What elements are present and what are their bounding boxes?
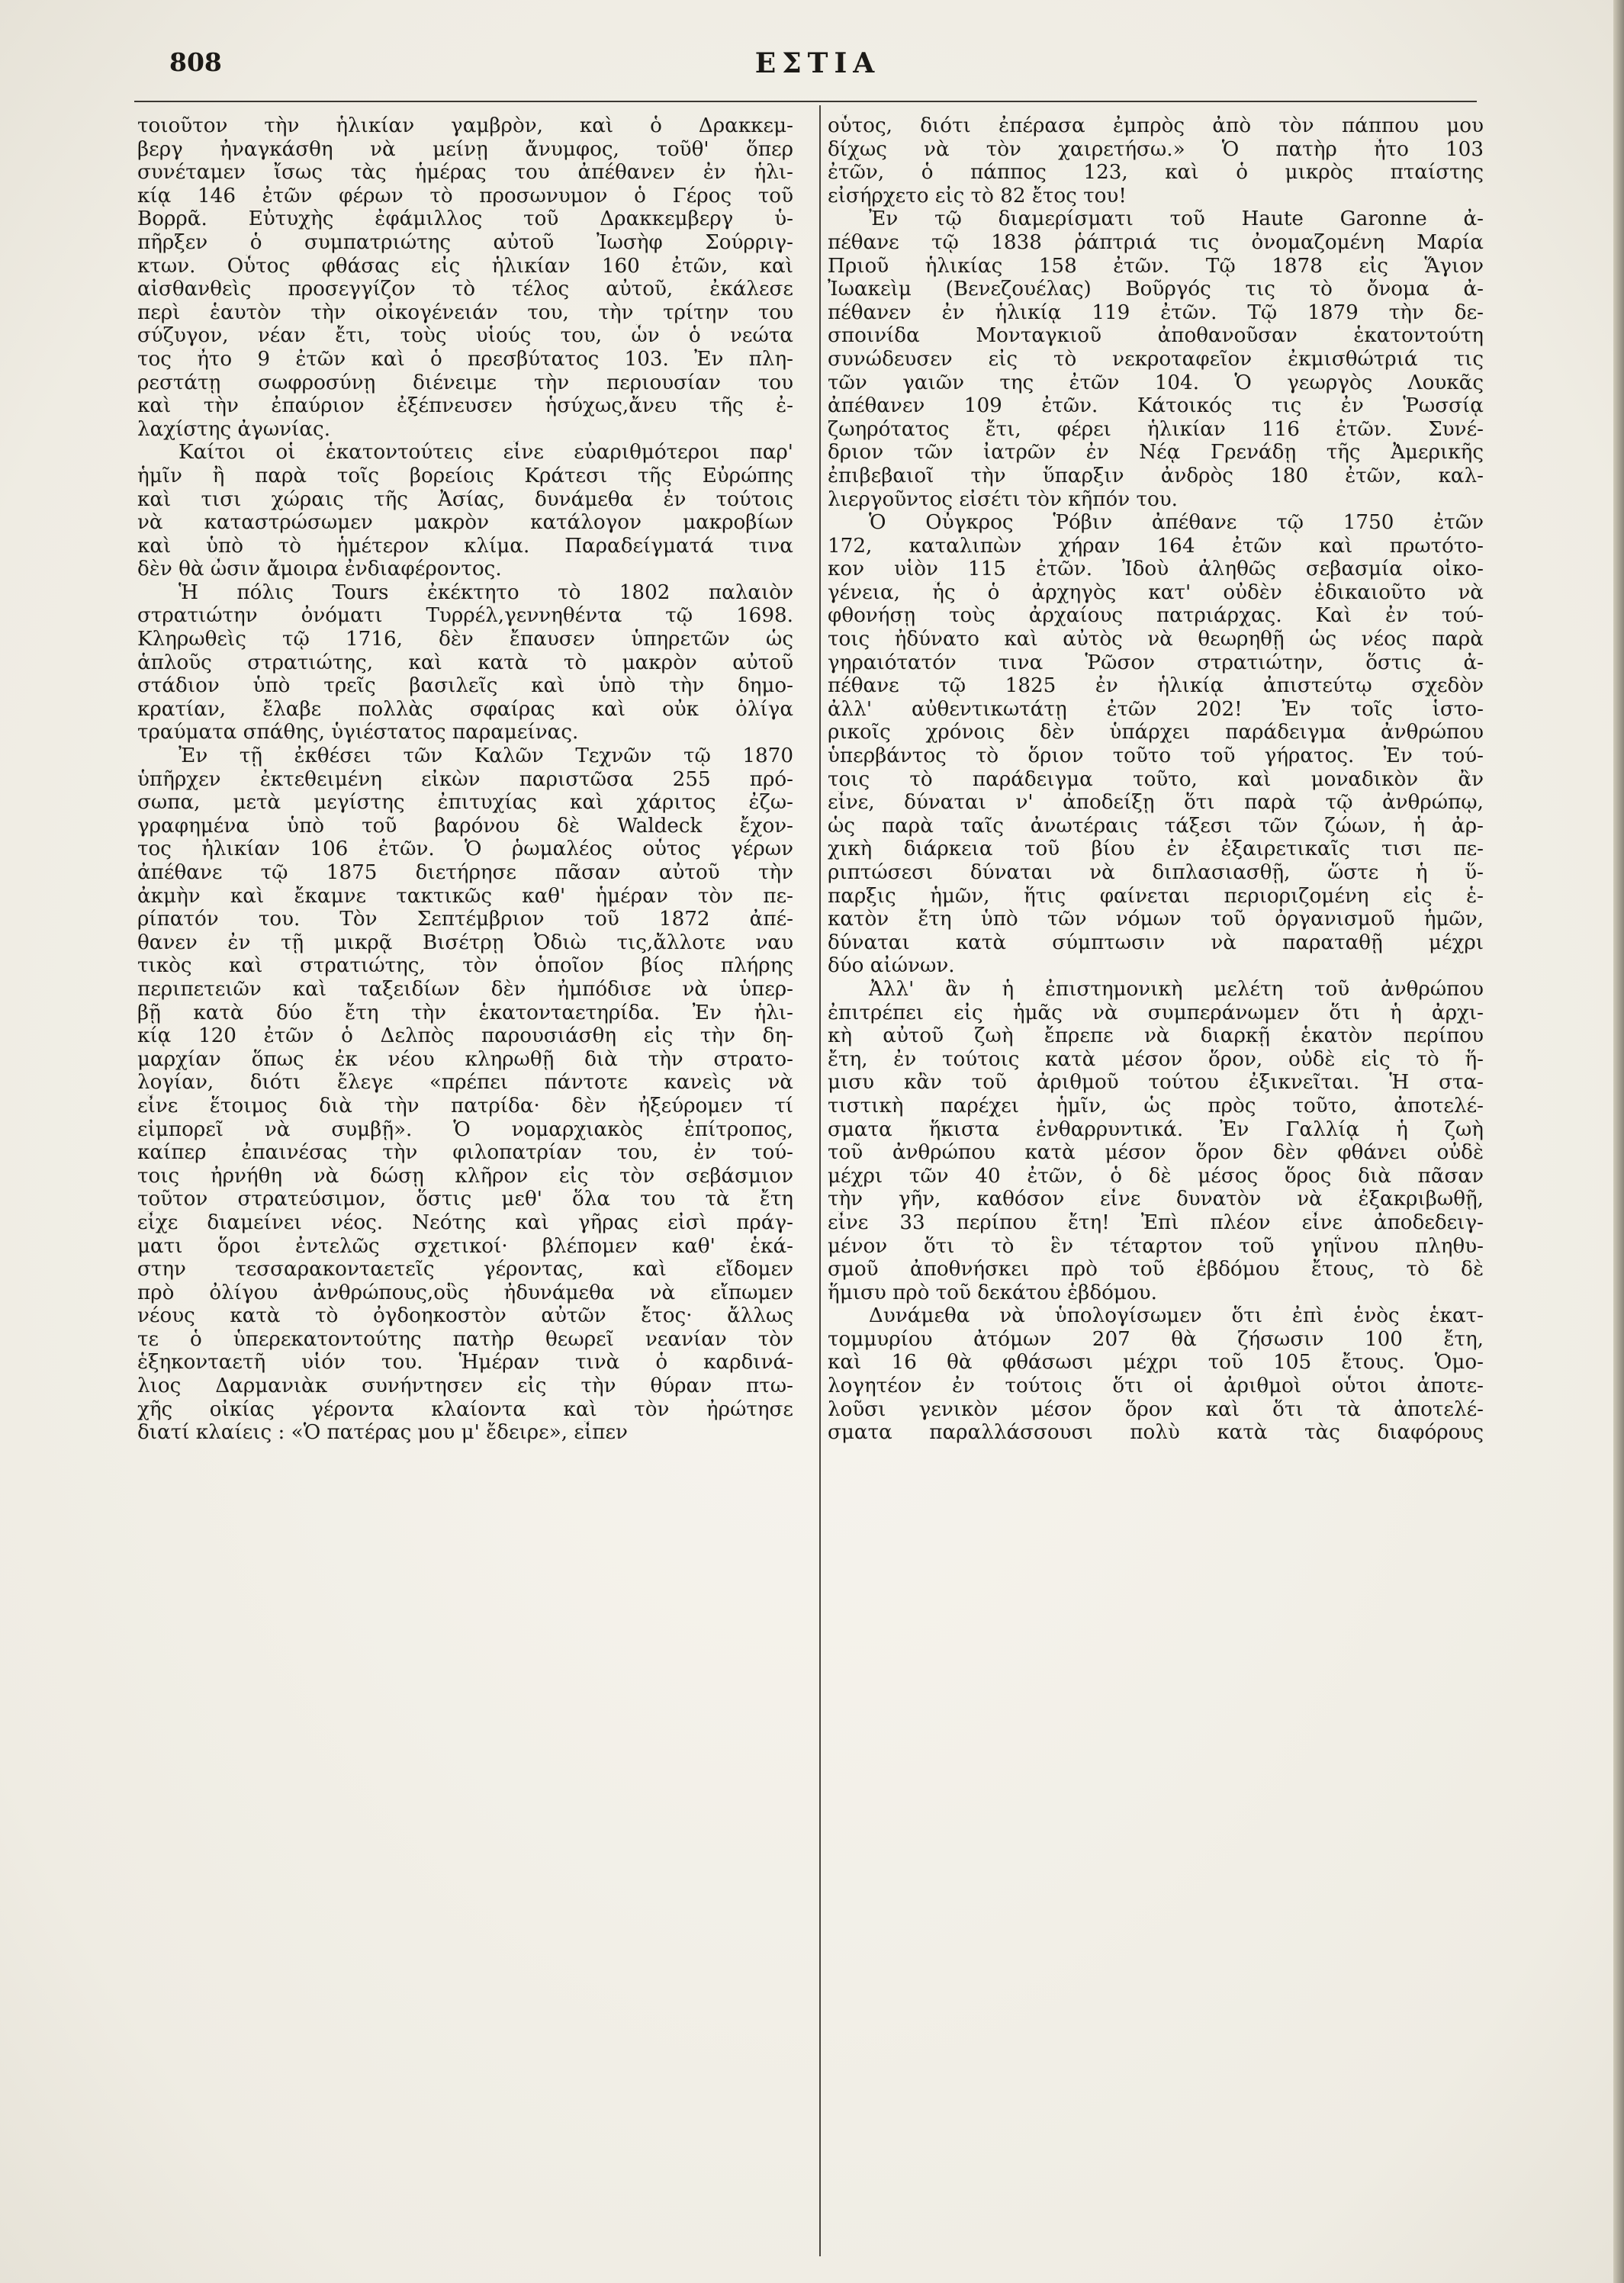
text-line: παρξις ἡμῶν, ἥτις φαίνεται περιοριζομένη εἰς ἑ- <box>828 884 1484 908</box>
text-line: μέχρι τῶν 40 ἐτῶν, ὁ δὲ μέσος ὅρος διὰ πᾶσαν <box>828 1164 1484 1188</box>
text-line: κίᾳ 120 ἐτῶν ὁ Δελπὸς παρουσιάσθη εἰς τὴν δη- <box>137 1024 793 1048</box>
text-line: ἁπλοῦς στρατιώτης, καὶ κατὰ τὸ μακρὸν αὐτοῦ <box>137 651 793 674</box>
text-line: θανεν ἐν τῇ μικρᾷ Βισέτρῃ Ὀδιὼ τις,ἄλλοτε ναυ <box>137 931 793 954</box>
text-line: τὴν γῆν, καθόσον εἶνε δυνατὸν νὰ ἐξακριβωθῇ, <box>828 1188 1484 1211</box>
text-line: δριον τῶν ἰατρῶν ἐν Νέᾳ Γρενάδῃ τῆς Ἀμερικῆς <box>828 441 1484 465</box>
text-line: ἐπιβεβαιοῖ τὴν ὕπαρξιν ἀνδρὸς 180 ἐτῶν, καλ- <box>828 464 1484 487</box>
text-line: χῆς οἰκίας γέροντα κλαίοντα καὶ τὸν ἠρώτησε <box>137 1397 793 1421</box>
text-line: κρατίαν, ἔλαβε πολλὰς σφαίρας καὶ οὐκ ὀλίγα <box>137 697 793 721</box>
text-line: ὑπῆρχεν ἐκτεθειμένη εἰκὼν παριστῶσα 255 πρό- <box>137 767 793 791</box>
text-line: Ἡ πόλις Tours ἐκέκτητο τὸ 1802 παλαιὸν <box>178 580 793 604</box>
text-line: τος ἡλικίαν 106 ἐτῶν. Ὁ ῥωμαλέος οὗτος γέρων <box>137 838 793 861</box>
text-line: οὗτος, διότι ἐπέρασα ἐμπρὸς ἀπὸ τὸν πάππου μου <box>828 114 1484 137</box>
text-line: καὶ ὑπὸ τὸ ἡμέτερον κλίμα. Παραδείγματά τινα <box>137 534 793 558</box>
header-rule <box>134 101 1477 102</box>
text-line: πέθανεν ἐν ἡλικίᾳ 119 ἐτῶν. Τῷ 1879 τὴν δε- <box>828 301 1484 324</box>
text-line: 172, καταλιπὼν χήραν 164 ἐτῶν καὶ πρωτότο- <box>828 534 1484 558</box>
right-column <box>828 114 1484 2265</box>
text-line: τοις ἠδύνατο καὶ αὐτὸς νὰ θεωρηθῇ ὡς νέος παρὰ <box>828 628 1484 651</box>
text-line: κον υἱὸν 115 ἐτῶν. Ἰδοὺ ἀληθῶς σεβασμία οἰκο- <box>828 558 1484 581</box>
text-line: γένεια, ἧς ὁ ἀρχηγὸς κατ' οὐδὲν ἐδικαιοῦτο νὰ <box>828 580 1484 604</box>
text-line: δίχως νὰ τὸν χαιρετήσω.» Ὁ πατὴρ ἦτο 103 <box>828 137 1484 161</box>
text-line: ἀλλ' αὐθεντικωτάτῃ ἐτῶν 202! Ἐν τοῖς ἱστο- <box>828 697 1484 721</box>
text-line: τομμυρίου ἀτόμων 207 θὰ ζήσωσιν 100 ἔτη, <box>828 1327 1484 1351</box>
text-line: ἐπιτρέπει εἰς ἡμᾶς νὰ συμπεράνωμεν ὅτι ἡ ἀρχι- <box>828 1001 1484 1024</box>
text-line: ἥμισυ πρὸ τοῦ δεκάτου ἑβδόμου. <box>828 1281 1157 1304</box>
text-line: δύναται κατὰ σύμπτωσιν νὰ παραταθῇ μέχρι <box>828 931 1484 954</box>
text-line: σποινίδα Μονταγκιοῦ ἀποθανοῦσαν ἑκατοντούτη <box>828 324 1484 348</box>
text-line: τε ὁ ὑπερεκατοντούτης πατὴρ θεωρεῖ νεανίαν τὸν <box>137 1327 793 1351</box>
text-line: ὡς παρὰ ταῖς ἀνωτέραις τάξεσι τῶν ζώων, ἡ ἀρ- <box>828 814 1484 838</box>
text-line: Ἰωακεὶμ (Βενεζουέλας) Βοῦργός τις τὸ ὄνομα ἀ- <box>828 278 1484 301</box>
text-line: νέους κατὰ τὸ ὀγδοηκοστὸν αὐτῶν ἔτος· ἄλλως <box>137 1304 793 1328</box>
text-line: ἑξηκονταετῆ υἱόν του. Ἡμέραν τινὰ ὁ καρδινά- <box>137 1351 793 1375</box>
text-line: κτων. Οὗτος φθάσας εἰς ἡλικίαν 160 ἐτῶν, καὶ <box>137 254 793 278</box>
text-line: εἰσήρχετο εἰς τὸ 82 ἔτος του! <box>828 184 1127 207</box>
text-line: ὑπερβάντος τὸ ὅριον τοῦτο τοῦ γήρατος. Ἐν τού- <box>828 744 1484 768</box>
text-line: εἶχε διαμείνει νέος. Νεότης καὶ γῆρας εἰσὶ πράγ- <box>137 1211 793 1234</box>
text-line: ριπτώσεσι δύναται νὰ διπλασιασθῇ, ὥστε ἡ ὕ- <box>828 861 1484 884</box>
text-line: κίᾳ 146 ἐτῶν φέρων τὸ προσωνυμον ὁ Γέρος τοῦ <box>137 184 793 207</box>
text-line: συνέταμεν ἴσως τὰς ἡμέρας του ἀπέθανεν ἐν ἡλι- <box>137 161 793 185</box>
text-line: τῶν γαιῶν της ἐτῶν 104. Ὁ γεωργὸς Λουκᾶς <box>828 371 1484 394</box>
text-line: Καίτοι οἱ ἑκατοντούτεις εἶνε εὐαριθμότεροι παρ' <box>178 441 793 465</box>
text-line: τικὸς καὶ στρατιώτης, τὸν ὁποῖον βίος πλήρης <box>137 954 793 978</box>
text-line: σύζυγον, νέαν ἔτι, τοὺς υἱούς του, ὧν ὁ νεώτα <box>137 324 793 348</box>
text-line: αἰσθανθεὶς προσεγγίζον τὸ τέλος αὐτοῦ, ἐκάλεσε <box>137 278 793 301</box>
text-line: ρικοῖς χρόνοις δὲν ὑπάρχει παράδειγμα ἀνθρώπου <box>828 721 1484 744</box>
text-line: πῆρξεν ὁ συμπατριώτης αὐτοῦ Ἰωσὴφ Σούρριγ- <box>137 230 793 254</box>
text-line: ρεστάτῃ σωφροσύνῃ διένειμε τὴν περιουσίαν του <box>137 371 793 394</box>
text-line: λογίαν, διότι ἔλεγε «πρέπει πάντοτε κανεὶς νὰ <box>137 1071 793 1095</box>
text-line: μαρχίαν ὅπως ἐκ νέου κληρωθῇ διὰ τὴν στρατο- <box>137 1047 793 1071</box>
page-header <box>169 47 1466 85</box>
text-line: τοις τὸ παράδειγμα τοῦτο, καὶ μοναδικὸν ἂν <box>828 767 1484 791</box>
page-number: 808 <box>169 47 222 77</box>
text-line: ἀπέθανεν 109 ἐτῶν. Κάτοικός τις ἐν Ῥωσσίᾳ <box>828 394 1484 418</box>
text-line: τοῦτον στρατεύσιμον, ὅστις μεθ' ὅλα του τὰ ἔτη <box>137 1188 793 1211</box>
text-line: δὲν θὰ ὦσιν ἄμοιρα ἐνδιαφέροντος. <box>137 558 502 581</box>
text-line: Ὁ Οὖγκρος Ῥόβιν ἀπέθανε τῷ 1750 ἐτῶν <box>869 511 1484 535</box>
text-line: μένον ὅτι τὸ ἓν τέταρτον τοῦ γηΐνου πληθυ- <box>828 1234 1484 1258</box>
text-line: γραφημένα ὑπὸ τοῦ βαρόνου δὲ Waldeck ἔχον- <box>137 814 793 838</box>
text-line: πρὸ ὀλίγου ἀνθρώπους,οὓς ἠδυνάμεθα νὰ εἴπωμεν <box>137 1281 793 1304</box>
text-line: λιος Δαρμανιὰκ συνήντησεν εἰς τὴν θύραν πτω- <box>137 1375 793 1398</box>
left-column <box>137 114 793 2265</box>
text-line: καίπερ ἐπαινέσας τὴν φιλοπατρίαν του, ἐν τού- <box>137 1141 793 1165</box>
text-line: σματα ἥκιστα ἐνθαρρυντικά. Ἐν Γαλλίᾳ ἡ ζωὴ <box>828 1117 1484 1141</box>
text-line: εἰμπορεῖ νὰ συμβῇ». Ὁ νομαρχιακὸς ἐπίτροπος, <box>137 1117 793 1141</box>
text-line: κὴ αὐτοῦ ζωὴ ἔπρεπε νὰ διαρκῇ ἑκατὸν περίπου <box>828 1024 1484 1048</box>
text-line: ματι ὅροι ἐντελῶς σχετικοί· βλέπομεν καθ' ἑκά- <box>137 1234 793 1258</box>
text-line: Δυνάμεθα νὰ ὑπολογίσωμεν ὅτι ἐπὶ ἑνὸς ἑκατ- <box>869 1304 1484 1328</box>
text-line: ζωηρότατος ἔτι, φέρει ἡλικίαν 116 ἐτῶν. Συνέ- <box>828 417 1484 441</box>
text-line: ἐτῶν, ὁ πάππος 123, καὶ ὁ μικρὸς πταίστης <box>828 161 1484 185</box>
text-line: ἔτη, ἐν τούτοις κατὰ μέσον ὅρον, οὐδὲ εἰς τὸ ἥ- <box>828 1047 1484 1071</box>
text-line: νὰ καταστρώσωμεν μακρὸν κατάλογον μακροβίων <box>137 511 793 535</box>
text-line: περιπετειῶν καὶ ταξειδίων δὲν ἠμπόδισε νὰ ὑπερ- <box>137 977 793 1001</box>
running-title: ΕΣΤΙΑ <box>754 47 881 79</box>
text-line: φθονήσῃ τοὺς ἀρχαίους πατριάρχας. Καὶ ἐν τού- <box>828 604 1484 628</box>
text-line: στάδιον ὑπὸ τρεῖς βασιλεῖς καὶ ὑπὸ τὴν δημο- <box>137 674 793 698</box>
text-line: καὶ τὴν ἐπαύριον ἐξέπνευσεν ἡσύχως,ἄνευ τῆς ἐ- <box>137 394 793 418</box>
text-line: γηραιότατόν τινα Ῥῶσον στρατιώτην, ὅστις ἀ- <box>828 651 1484 674</box>
text-line: ἡμῖν ἢ παρὰ τοῖς βορείοις Κράτεσι τῆς Εὐρώπης <box>137 464 793 487</box>
text-line: λαχίστης ἀγωνίας. <box>137 417 331 441</box>
text-line: Πριοῦ ἡλικίας 158 ἐτῶν. Τῷ 1878 εἰς Ἅγιον <box>828 254 1484 278</box>
text-line: εἶνε, δύναται ν' ἀποδείξῃ ὅτι παρὰ τῷ ἀνθρώπῳ, <box>828 791 1484 815</box>
page-edge-shadow <box>1613 0 1624 2283</box>
text-line: Κληρωθεὶς τῷ 1716, δὲν ἔπαυσεν ὑπηρετῶν ὡς <box>137 628 793 651</box>
text-line: κατὸν ἔτη ὑπὸ τῶν νόμων τοῦ ὀργανισμοῦ ἡμῶν, <box>828 908 1484 931</box>
text-line: ρίπατόν του. Τὸν Σεπτέμβριον τοῦ 1872 ἀπέ- <box>137 908 793 931</box>
text-line: μισυ κἂν τοῦ ἀριθμοῦ τούτου ἐξικνεῖται. Ἡ στα- <box>828 1071 1484 1095</box>
text-line: τος ἦτο 9 ἐτῶν καὶ ὁ πρεσβύτατος 103. Ἐν πλη- <box>137 347 793 371</box>
text-line: σωπα, μετὰ μεγίστης ἐπιτυχίας καὶ χάριτος ἐζω- <box>137 791 793 815</box>
text-line: λιεργοῦντος εἰσέτι τὸν κῆπόν του. <box>828 487 1178 511</box>
text-line: εἶνε 33 περίπου ἔτη! Ἐπὶ πλέον εἶνε ἀποδεδειγ- <box>828 1211 1484 1234</box>
text-line: τραύματα σπάθης, ὑγιέστατος παραμείνας. <box>137 721 579 744</box>
text-line: τοῦ ἀνθρώπου κατὰ μέσον ὅρον δὲν φθάνει οὐδὲ <box>828 1141 1484 1165</box>
text-line: λογητέον ἐν τούτοις ὅτι οἱ ἀριθμοὶ οὗτοι ἀποτε- <box>828 1375 1484 1398</box>
text-line: ἀκμὴν καὶ ἔκαμνε τακτικῶς καθ' ἡμέραν τὸν πε- <box>137 884 793 908</box>
text-line: τοις ἠρνήθη νὰ δώσῃ κλῆρον εἰς τὸν σεβάσμιον <box>137 1164 793 1188</box>
text-line: διατί κλαίεις : «Ὁ πατέρας μου μ' ἔδειρε», εἶπεν <box>137 1421 628 1445</box>
text-line: πέθανε τῷ 1825 ἐν ἡλικίᾳ ἀπιστεύτῳ σχεδὸν <box>828 674 1484 698</box>
text-line: βεργ ἠναγκάσθη νὰ μείνῃ ἄνυμφος, τοῦθ' ὅπερ <box>137 137 793 161</box>
text-line: Ἐν τῷ διαμερίσματι τοῦ Haute Garonne ἀ- <box>869 207 1484 231</box>
text-line: συνώδευσεν εἰς τὸ νεκροταφεῖον ἐκμισθώτριά τις <box>828 347 1484 371</box>
text-line: πέθανε τῷ 1838 ῥάπτριά τις ὀνομαζομένη Μαρία <box>828 230 1484 254</box>
text-line: Ἐν τῇ ἐκθέσει τῶν Καλῶν Τεχνῶν τῷ 1870 <box>178 744 793 768</box>
text-line: λοῦσι γενικὸν μέσον ὅρον καὶ ὅτι τὰ ἀποτελέ- <box>828 1397 1484 1421</box>
text-line: εἶνε ἕτοιμος διὰ τὴν πατρίδα· δὲν ἠξεύρομεν τί <box>137 1094 793 1117</box>
text-line: ἀπέθανε τῷ 1875 διετήρησε πᾶσαν αὐτοῦ τὴν <box>137 861 793 884</box>
text-line: σματα παραλλάσσουσι πολὺ κατὰ τὰς διαφόρους <box>828 1421 1484 1445</box>
text-line: Ἀλλ' ἂν ἡ ἐπιστημονικὴ μελέτη τοῦ ἀνθρώπου <box>869 977 1484 1001</box>
text-line: χικὴ διάρκεια τοῦ βίου ἐν ἐξαιρετικαῖς τισι πε- <box>828 838 1484 861</box>
text-line: σμοῦ ἀποθνήσκει πρὸ τοῦ ἑβδόμου ἔτους, τὸ δὲ <box>828 1258 1484 1281</box>
text-line: Βορρᾶ. Εὐτυχὴς ἐφάμιλλος τοῦ Δρακκεμβεργ ὑ- <box>137 207 793 231</box>
text-line: βῇ κατὰ δύο ἔτη τὴν ἑκατονταετηρίδα. Ἐν ἡλι- <box>137 1001 793 1024</box>
text-line: στρατιώτην ὀνόματι Τυρρέλ,γεννηθέντα τῷ 1698. <box>137 604 793 628</box>
column-divider <box>819 105 821 2256</box>
text-line: τοιοῦτον τὴν ἡλικίαν γαμβρὸν, καὶ ὁ Δρακκεμ- <box>137 114 793 137</box>
text-line: περὶ ἑαυτὸν τὴν οἰκογένειάν του, τὴν τρίτην του <box>137 301 793 324</box>
text-line: καὶ 16 θὰ φθάσωσι μέχρι τοῦ 105 ἔτους. Ὁμο- <box>828 1351 1484 1375</box>
text-line: τιστικὴ παρέχει ἡμῖν, ὡς πρὸς τοῦτο, ἀποτελέ- <box>828 1094 1484 1117</box>
text-line: δύο αἰώνων. <box>828 954 955 978</box>
text-line: καὶ τισι χώραις τῆς Ἀσίας, δυνάμεθα ἐν τούτοις <box>137 487 793 511</box>
text-line: στην τεσσαρακονταετεῖς γέροντας, καὶ εἴδομεν <box>137 1258 793 1281</box>
